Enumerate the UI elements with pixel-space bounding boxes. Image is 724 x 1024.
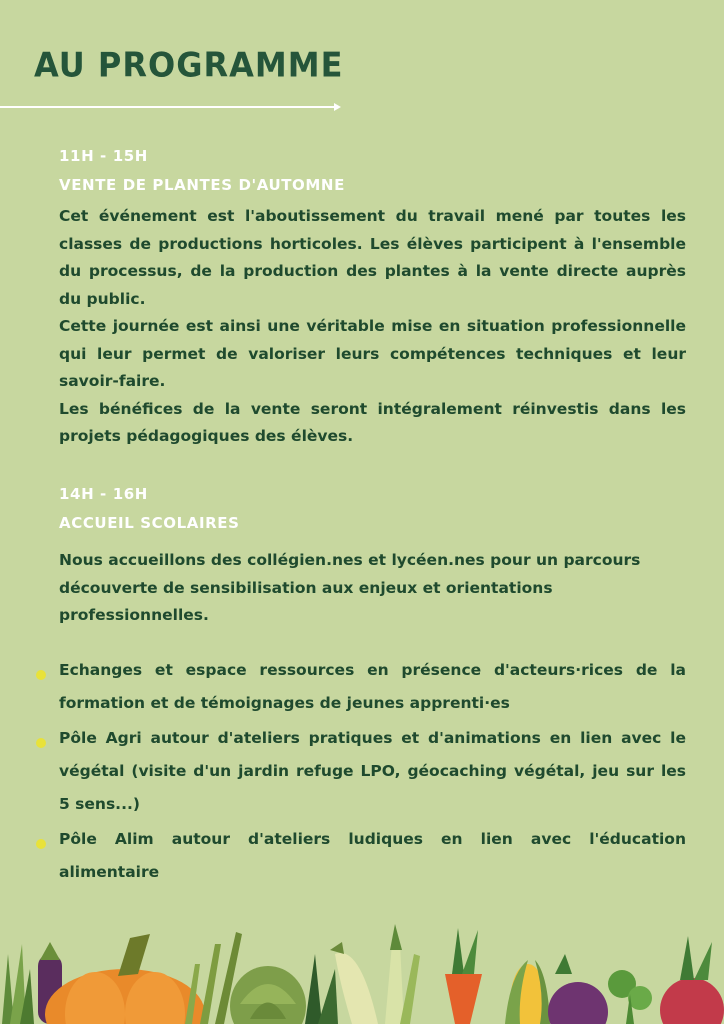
section-time: 14H - 16H bbox=[59, 485, 148, 503]
list-item-text: Pôle Alim autour d'ateliers ludiques en lien avec l'éducation alimentaire bbox=[59, 830, 686, 881]
herb-icon bbox=[305, 954, 338, 1024]
parsley-icon bbox=[608, 970, 652, 1024]
corn-icon bbox=[505, 960, 550, 1024]
list-item-text: Echanges et espace ressources en présence d'acteurs·rices de la formation et de témoignages de jeunes apprenti·es bbox=[59, 661, 686, 712]
section-time: 11H - 15H bbox=[59, 147, 148, 165]
bullet-dot-icon bbox=[36, 670, 46, 680]
title-divider-tip bbox=[334, 103, 341, 111]
section-paragraph: Cet événement est l'aboutissement du travail mené par toutes les classes de productions horticoles. Les élèves participent à l'ensemble du processus, de la production des plantes à la vente directe auprès du public. bbox=[59, 207, 686, 308]
cabbage-icon bbox=[548, 954, 608, 1024]
bullet-dot-icon bbox=[36, 839, 46, 849]
artichoke-icon bbox=[230, 966, 306, 1024]
section-heading: ACCUEIL SCOLAIRES bbox=[59, 514, 240, 532]
list-item bbox=[36, 722, 686, 821]
page-title: AU PROGRAMME bbox=[34, 45, 344, 85]
list-item-text: Pôle Agri autour d'ateliers pratiques et d'animations en lien avec le végétal (visite d'un jardin refuge LPO, géocaching végétal, jeu sur les 5 sens...) bbox=[59, 729, 686, 813]
section-heading: VENTE DE PLANTES D'AUTOMNE bbox=[59, 176, 345, 194]
vegetable-illustration bbox=[0, 914, 724, 1024]
leek-icon bbox=[2, 944, 34, 1024]
title-divider bbox=[0, 106, 338, 108]
section-plant-sale bbox=[59, 146, 686, 451]
list-item bbox=[36, 823, 686, 889]
beetroot-icon bbox=[660, 936, 724, 1024]
bullet-dot-icon bbox=[36, 738, 46, 748]
leek-stalk-icon bbox=[385, 924, 420, 1024]
carrot-icon bbox=[445, 928, 482, 1024]
activity-list bbox=[36, 654, 686, 891]
pumpkin-icon bbox=[45, 934, 205, 1024]
section-school-welcome bbox=[59, 484, 686, 630]
section-paragraph: Nous accueillons des collégien.nes et lycéen.nes pour un parcours découverte de sensibilisation aux enjeux et orientations professionnelles. bbox=[59, 551, 641, 624]
list-item bbox=[36, 654, 686, 720]
section-paragraph: Les bénéfices de la vente seront intégralement réinvestis dans les projets pédagogiques des élèves. bbox=[59, 399, 686, 445]
section-paragraph: Cette journée est ainsi une véritable mise en situation professionnelle qui leur permet de valoriser leurs compétences techniques et leur savoir-faire. bbox=[59, 317, 686, 390]
